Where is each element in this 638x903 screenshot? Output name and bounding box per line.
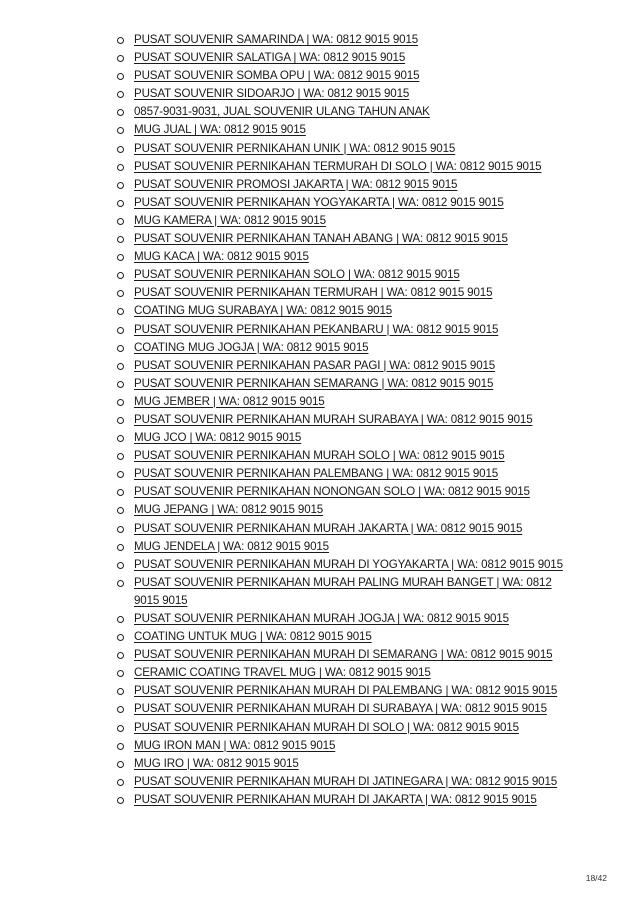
hollow-circle-bullet-icon (117, 652, 124, 659)
list-item-link[interactable]: PUSAT SOUVENIR PERNIKAHAN MURAH DI SEMARANG | WA: 0812 9015 9015 (134, 648, 553, 662)
list-item (117, 574, 577, 610)
list-item (117, 158, 577, 176)
list-item (117, 429, 577, 447)
list-item-link[interactable]: PUSAT SOUVENIR PERNIKAHAN MURAH DI JATINEGARA | WA: 0812 9015 9015 (134, 774, 558, 788)
hollow-circle-bullet-icon (117, 146, 124, 153)
hollow-circle-bullet-icon (117, 127, 124, 134)
list-item-link[interactable]: MUG JUAL | WA: 0812 9015 9015 (134, 123, 306, 137)
hollow-circle-bullet-icon (117, 218, 124, 225)
list-item-link[interactable]: MUG KAMERA | WA: 0812 9015 9015 (134, 213, 326, 227)
hollow-circle-bullet-icon (117, 580, 124, 587)
list-item (117, 266, 577, 284)
list-item-link[interactable]: PUSAT SOUVENIR PERNIKAHAN TANAH ABANG | WA: 0812 9015 9015 (134, 232, 508, 246)
list-item (117, 610, 577, 628)
list-item-link[interactable]: PUSAT SOUVENIR PERNIKAHAN MURAH DI SURABAYA | WA: 0812 9015 9015 (134, 702, 547, 716)
hollow-circle-bullet-icon (117, 616, 124, 623)
page-number: 18/42 (585, 873, 607, 883)
list-item (117, 140, 577, 158)
list-item (117, 520, 577, 538)
hollow-circle-bullet-icon (117, 308, 124, 315)
list-item (117, 664, 577, 682)
list-item-link[interactable]: MUG JENDELA | WA: 0812 9015 9015 (134, 539, 329, 553)
list-item (117, 483, 577, 501)
list-item-link[interactable]: PUSAT SOUVENIR PERNIKAHAN MURAH JAKARTA | WA: 0812 9015 9015 (134, 521, 523, 535)
list-item-link[interactable]: MUG IRO | WA: 0812 9015 9015 (134, 756, 299, 770)
list-item-link[interactable]: MUG IRON MAN | WA: 0812 9015 9015 (134, 738, 336, 752)
hollow-circle-bullet-icon (117, 706, 124, 713)
list-item (117, 194, 577, 212)
hollow-circle-bullet-icon (117, 37, 124, 44)
hollow-circle-bullet-icon (117, 164, 124, 171)
hollow-circle-bullet-icon (117, 290, 124, 297)
hollow-circle-bullet-icon (117, 725, 124, 732)
list-item (117, 646, 577, 664)
hollow-circle-bullet-icon (117, 381, 124, 388)
list-item (117, 121, 577, 139)
list-item (117, 755, 577, 773)
list-item-link[interactable]: PUSAT SOUVENIR PERNIKAHAN SEMARANG | WA: 0812 9015 9015 (134, 376, 494, 390)
list-item (117, 49, 577, 67)
hollow-circle-bullet-icon (117, 779, 124, 786)
hollow-circle-bullet-icon (117, 73, 124, 80)
hollow-circle-bullet-icon (117, 399, 124, 406)
hollow-circle-bullet-icon (117, 526, 124, 533)
list-item (117, 230, 577, 248)
list-item (117, 411, 577, 429)
list-item (117, 538, 577, 556)
list-item-link[interactable]: PUSAT SOUVENIR PERNIKAHAN MURAH DI YOGYAKARTA | WA: 0812 9015 9015 (134, 557, 563, 571)
list-item-link[interactable]: PUSAT SOUVENIR PERNIKAHAN MURAH SOLO | WA: 0812 9015 9015 (134, 449, 505, 463)
hollow-circle-bullet-icon (117, 345, 124, 352)
hollow-circle-bullet-icon (117, 562, 124, 569)
list-item (117, 393, 577, 411)
list-item (117, 67, 577, 85)
list-item-link[interactable]: PUSAT SOUVENIR SOMBA OPU | WA: 0812 9015 9015 (134, 69, 420, 83)
list-item-link[interactable]: COATING MUG JOGJA | WA: 0812 9015 9015 (134, 340, 369, 354)
hollow-circle-bullet-icon (117, 471, 124, 478)
list-item (117, 85, 577, 103)
list-item (117, 556, 577, 574)
list-item (117, 302, 577, 320)
list-item-link[interactable]: PUSAT SOUVENIR PERNIKAHAN MURAH PALING MURAH BANGET | WA: 0812 9015 9015 (134, 575, 552, 607)
list-item (117, 176, 577, 194)
hollow-circle-bullet-icon (117, 109, 124, 116)
list-item (117, 321, 577, 339)
hollow-circle-bullet-icon (117, 688, 124, 695)
hollow-circle-bullet-icon (117, 254, 124, 261)
list-item-link[interactable]: PUSAT SOUVENIR PERNIKAHAN NONONGAN SOLO | WA: 0812 9015 9015 (134, 485, 530, 499)
list-item (117, 339, 577, 357)
hollow-circle-bullet-icon (117, 272, 124, 279)
hollow-circle-bullet-icon (117, 544, 124, 551)
list-item (117, 719, 577, 737)
hollow-circle-bullet-icon (117, 327, 124, 334)
list-item-link[interactable]: COATING MUG SURABAYA | WA: 0812 9015 9015 (134, 304, 393, 318)
list-item (117, 284, 577, 302)
list-item (117, 737, 577, 755)
list-item-link[interactable]: MUG JEPANG | WA: 0812 9015 9015 (134, 503, 324, 517)
hollow-circle-bullet-icon (117, 91, 124, 98)
list-item-link[interactable]: MUG JEMBER | WA: 0812 9015 9015 (134, 394, 325, 408)
list-item-link[interactable]: PUSAT SOUVENIR SAMARINDA | WA: 0812 9015 9015 (134, 33, 419, 46)
list-item-link[interactable]: MUG JCO | WA: 0812 9015 9015 (134, 431, 302, 445)
hollow-circle-bullet-icon (117, 55, 124, 62)
hollow-circle-bullet-icon (117, 417, 124, 424)
list-item-link[interactable]: PUSAT SOUVENIR PERNIKAHAN MURAH SURABAYA | WA: 0812 9015 9015 (134, 412, 533, 426)
hollow-circle-bullet-icon (117, 363, 124, 370)
link-list (117, 31, 577, 809)
hollow-circle-bullet-icon (117, 743, 124, 750)
hollow-circle-bullet-icon (117, 634, 124, 641)
list-item (117, 31, 577, 49)
list-item (117, 357, 577, 375)
hollow-circle-bullet-icon (117, 670, 124, 677)
list-item-link[interactable]: PUSAT SOUVENIR PERNIKAHAN TERMURAH DI SOLO | WA: 0812 9015 9015 (134, 159, 542, 173)
list-item-link[interactable]: PUSAT SOUVENIR SIDOARJO | WA: 0812 9015 9015 (134, 87, 410, 101)
list-item-link[interactable]: PUSAT SOUVENIR PERNIKAHAN PASAR PAGI | WA: 0812 9015 9015 (134, 358, 496, 372)
list-item (117, 773, 577, 791)
list-item-link[interactable]: PUSAT SOUVENIR PERNIKAHAN PALEMBANG | WA: 0812 9015 9015 (134, 467, 499, 481)
list-item-link[interactable]: PUSAT SOUVENIR PERNIKAHAN MURAH DI PALEMBANG | WA: 0812 9015 9015 (134, 684, 558, 698)
hollow-circle-bullet-icon (117, 507, 124, 514)
list-item-link[interactable]: PUSAT SOUVENIR PROMOSI JAKARTA | WA: 0812 9015 9015 (134, 177, 458, 191)
list-item (117, 465, 577, 483)
list-item-link[interactable]: PUSAT SOUVENIR PERNIKAHAN TERMURAH | WA: 0812 9015 9015 (134, 286, 493, 300)
hollow-circle-bullet-icon (117, 435, 124, 442)
hollow-circle-bullet-icon (117, 761, 124, 768)
list-item-link[interactable]: PUSAT SOUVENIR SALATIGA | WA: 0812 9015 9015 (134, 51, 406, 65)
list-item (117, 682, 577, 700)
hollow-circle-bullet-icon (117, 489, 124, 496)
list-item (117, 375, 577, 393)
list-item (117, 248, 577, 266)
list-item-link[interactable]: 0857-9031-9031, JUAL SOUVENIR ULANG TAHUN ANAK (134, 105, 430, 119)
list-item-link[interactable]: PUSAT SOUVENIR PERNIKAHAN YOGYAKARTA | WA: 0812 9015 9015 (134, 195, 504, 209)
list-item (117, 212, 577, 230)
list-item-link[interactable]: PUSAT SOUVENIR PERNIKAHAN PEKANBARU | WA: 0812 9015 9015 (134, 322, 499, 336)
list-item (117, 447, 577, 465)
list-item (117, 103, 577, 121)
list-item (117, 501, 577, 519)
hollow-circle-bullet-icon (117, 182, 124, 189)
hollow-circle-bullet-icon (117, 453, 124, 460)
list-item-link[interactable]: PUSAT SOUVENIR PERNIKAHAN SOLO | WA: 0812 9015 9015 (134, 268, 460, 282)
list-item-link[interactable]: MUG KACA | WA: 0812 9015 9015 (134, 250, 309, 264)
list-item-link[interactable]: PUSAT SOUVENIR PERNIKAHAN MURAH DI SOLO | WA: 0812 9015 9015 (134, 720, 519, 734)
list-item-link[interactable]: PUSAT SOUVENIR PERNIKAHAN MURAH DI JAKARTA | WA: 0812 9015 9015 (134, 792, 537, 806)
hollow-circle-bullet-icon (117, 200, 124, 207)
list-item-link[interactable]: COATING UNTUK MUG | WA: 0812 9015 9015 (134, 630, 372, 644)
list-item-link[interactable]: PUSAT SOUVENIR PERNIKAHAN MURAH JOGJA | WA: 0812 9015 9015 (134, 612, 509, 625)
list-item (117, 791, 577, 809)
hollow-circle-bullet-icon (117, 797, 124, 804)
list-item (117, 628, 577, 646)
list-item-link[interactable]: PUSAT SOUVENIR PERNIKAHAN UNIK | WA: 0812 9015 9015 (134, 141, 456, 155)
list-item (117, 700, 577, 718)
hollow-circle-bullet-icon (117, 236, 124, 243)
list-item-link[interactable]: CERAMIC COATING TRAVEL MUG | WA: 0812 9015 9015 (134, 666, 431, 680)
